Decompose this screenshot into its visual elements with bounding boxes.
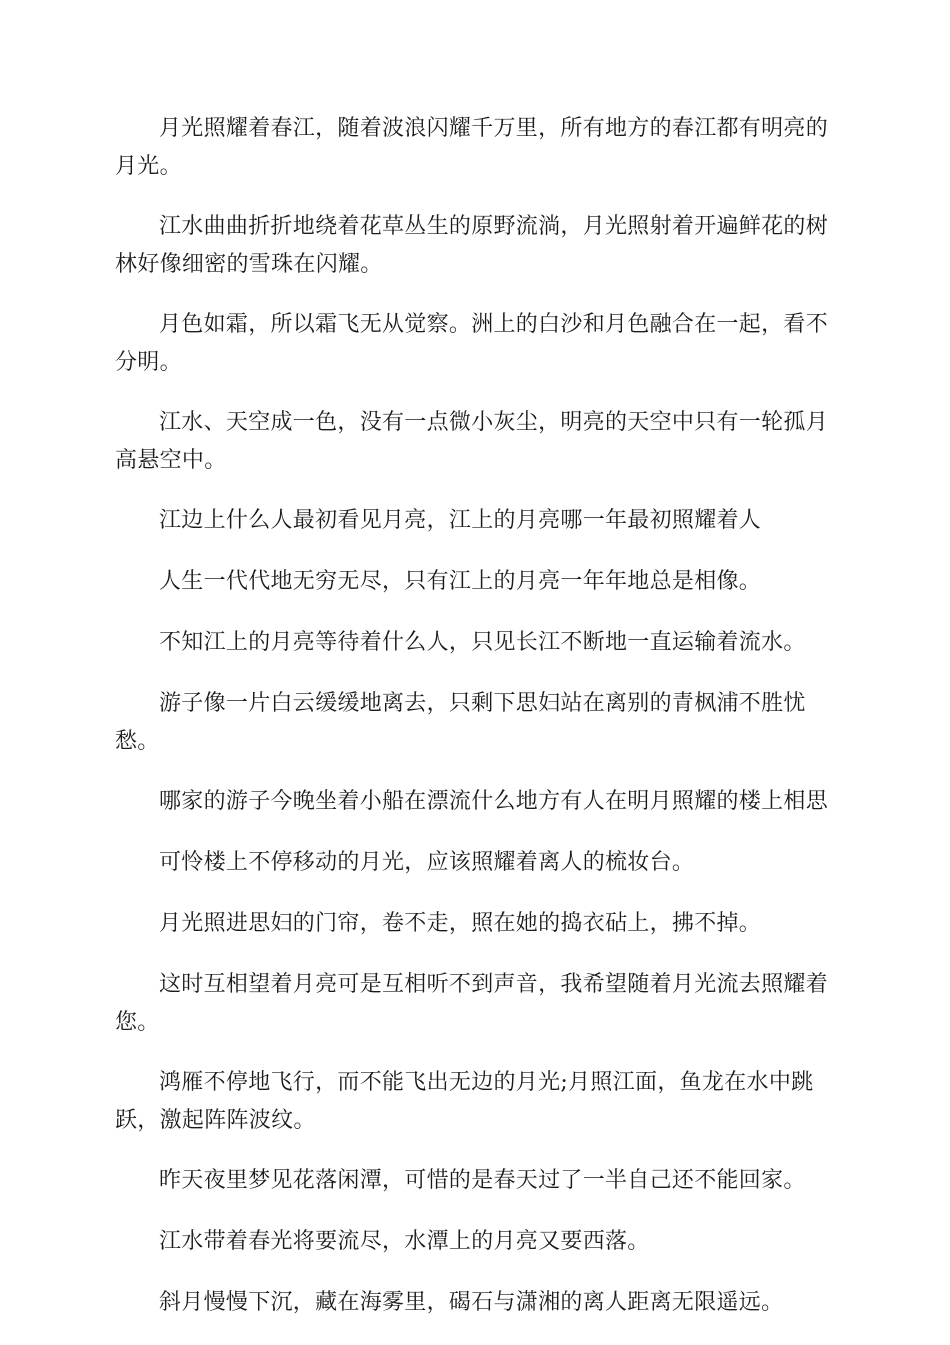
paragraph: 可怜楼上不停移动的月光，应该照耀着离人的梳妆台。 [159, 850, 695, 875]
paragraph: 昨天夜里梦见花落闲潭，可惜的是春天过了一半自己还不能回家。 [159, 1168, 806, 1193]
paragraph: 月色如霜，所以霜飞无从觉察。洲上的白沙和月色融合在一起，看不分明。 [115, 312, 829, 375]
paragraph: 人生一代代地无穷无尽，只有江上的月亮一年年地总是相像。 [159, 569, 762, 594]
paragraph: 江水、天空成一色，没有一点微小灰尘，明亮的天空中只有一轮孤月高悬空中。 [115, 410, 829, 473]
paragraph: 月光照耀着春江，随着波浪闪耀千万里，所有地方的春江都有明亮的月光。 [115, 116, 829, 179]
paragraph: 江边上什么人最初看见月亮，江上的月亮哪一年最初照耀着人 [159, 508, 762, 533]
paragraph: 这时互相望着月亮可是互相听不到声音，我希望随着月光流去照耀着您。 [115, 972, 829, 1035]
document-body [115, 110, 835, 1345]
paragraph: 游子像一片白云缓缓地离去，只剩下思妇站在离别的青枫浦不胜忧愁。 [115, 691, 806, 754]
paragraph: 斜月慢慢下沉，藏在海雾里，碣石与潇湘的离人距离无限遥远。 [159, 1290, 784, 1315]
paragraph: 哪家的游子今晚坐着小船在漂流什么地方有人在明月照耀的楼上相思 [159, 789, 829, 814]
paragraph: 月光照进思妇的门帘，卷不走，照在她的捣衣砧上，拂不掉。 [159, 911, 762, 936]
paragraph: 江水曲曲折折地绕着花草丛生的原野流淌，月光照射着开遍鲜花的树林好像细密的雪珠在闪耀。 [115, 214, 829, 277]
paragraph: 江水带着春光将要流尽，水潭上的月亮又要西落。 [159, 1229, 650, 1254]
paragraph: 不知江上的月亮等待着什么人，只见长江不断地一直运输着流水。 [159, 630, 806, 655]
paragraph: 鸿雁不停地飞行，而不能飞出无边的月光;月照江面，鱼龙在水中跳跃，激起阵阵波纹。 [115, 1070, 814, 1133]
